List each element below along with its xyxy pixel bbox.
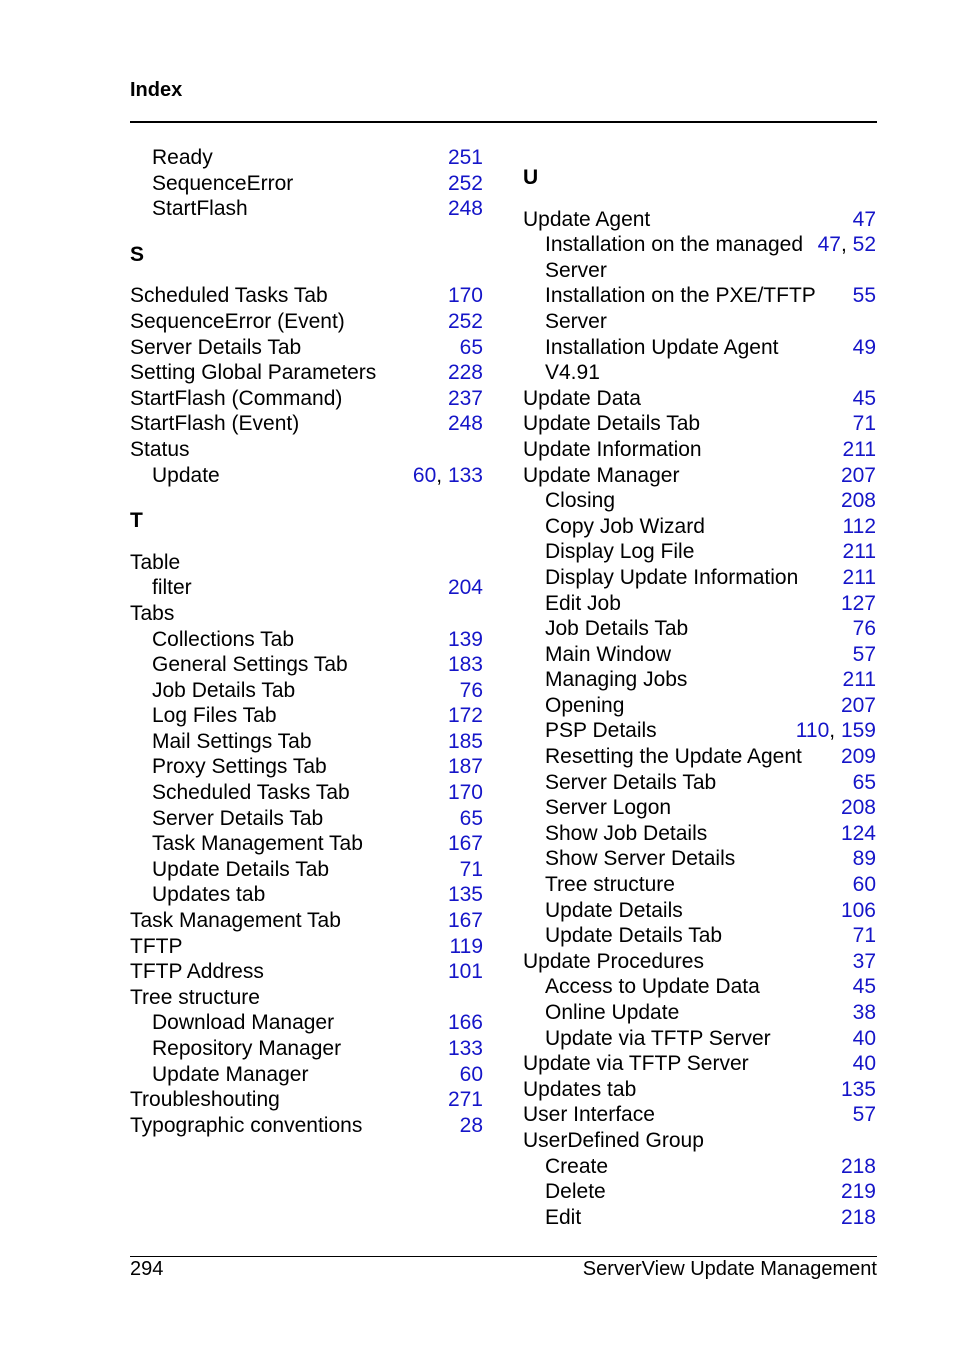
page-refs xyxy=(853,770,876,796)
page-link[interactable]: 208 xyxy=(840,489,876,513)
page-link[interactable]: 52 xyxy=(852,233,876,257)
index-entry xyxy=(130,335,483,361)
page-refs xyxy=(853,283,876,309)
index-term: Setting Global Parameters xyxy=(130,361,377,385)
index-term: Updates tab xyxy=(523,1077,637,1101)
index-subentry xyxy=(523,744,876,770)
index-term: Edit xyxy=(545,1205,582,1229)
index-subentry xyxy=(130,1010,483,1036)
page-number: 294 xyxy=(130,1258,164,1280)
index-term: SequenceError xyxy=(152,171,294,195)
page-link[interactable]: 170 xyxy=(447,284,483,308)
page-link[interactable]: 170 xyxy=(447,781,483,805)
page-refs xyxy=(853,1000,876,1026)
section-spacer xyxy=(130,534,483,550)
page-refs xyxy=(448,386,483,412)
page-link[interactable]: 187 xyxy=(447,755,483,779)
index-subentry xyxy=(523,1205,876,1231)
index-term: StartFlash xyxy=(152,197,248,221)
page-link[interactable]: 47 xyxy=(817,233,841,257)
index-column-right xyxy=(523,165,876,1230)
page-link[interactable]: 110 xyxy=(795,719,830,743)
page-link[interactable]: 237 xyxy=(447,386,483,410)
index-term: Log Files Tab xyxy=(152,704,277,728)
index-subentry xyxy=(523,974,876,1000)
page-refs xyxy=(853,846,876,872)
index-subentry xyxy=(130,831,483,857)
index-subentry xyxy=(523,846,876,872)
index-entry xyxy=(130,550,483,576)
page-link[interactable]: 60 xyxy=(852,873,876,897)
index-subentry xyxy=(130,575,483,601)
page-refs xyxy=(448,882,483,908)
page-refs xyxy=(853,386,876,412)
page-link[interactable]: 127 xyxy=(840,591,876,615)
page-link[interactable]: 119 xyxy=(449,934,483,958)
index-entry xyxy=(523,411,876,437)
page-refs xyxy=(448,171,483,197)
index-subentry xyxy=(130,145,483,171)
page-refs xyxy=(843,539,876,565)
index-entry xyxy=(523,437,876,463)
index-subentry xyxy=(523,591,876,617)
index-subentry xyxy=(130,729,483,755)
page-refs xyxy=(841,795,876,821)
index-term: Managing Jobs xyxy=(545,668,688,692)
page-refs xyxy=(853,1102,876,1128)
index-entry xyxy=(130,985,483,1011)
page-link[interactable]: 228 xyxy=(447,361,483,385)
index-entry xyxy=(523,1051,876,1077)
index-term: Update via TFTP Server xyxy=(545,1026,771,1050)
page-refs xyxy=(853,974,876,1000)
index-term: Online Update xyxy=(545,1001,680,1024)
index-subentry xyxy=(130,463,483,489)
page-link[interactable]: 60 xyxy=(459,1062,483,1086)
index-subentry xyxy=(130,1062,483,1088)
page-ref-separator: , xyxy=(436,463,448,487)
page-refs xyxy=(843,667,876,693)
page-refs xyxy=(448,1087,483,1113)
index-subentry xyxy=(523,514,876,540)
page-refs xyxy=(448,780,483,806)
page-link[interactable]: 28 xyxy=(459,1113,483,1137)
index-term: Server Details Tab xyxy=(130,335,302,359)
index-term: Delete xyxy=(545,1180,606,1204)
index-term: Server Details Tab xyxy=(152,806,324,830)
index-entry xyxy=(523,1102,876,1128)
page-link[interactable]: 37 xyxy=(852,949,876,973)
index-term: Scheduled Tasks Tab xyxy=(130,284,328,308)
index-entry xyxy=(130,437,483,463)
index-subentry xyxy=(130,196,483,222)
page-refs xyxy=(448,959,483,985)
page-link[interactable]: 57 xyxy=(852,1103,876,1127)
page-ref-separator: , xyxy=(829,719,841,743)
page-link[interactable]: 211 xyxy=(842,565,876,589)
index-subentry xyxy=(130,882,483,908)
page-link[interactable]: 251 xyxy=(447,146,483,169)
page-link[interactable]: 139 xyxy=(447,627,483,651)
page-refs xyxy=(843,565,876,591)
index-term: Task Management Tab xyxy=(130,909,341,933)
index-term: Tree structure xyxy=(130,985,260,1009)
page-refs xyxy=(841,1205,876,1231)
index-term: Closing xyxy=(545,489,616,513)
page-refs xyxy=(460,857,483,883)
index-term: Proxy Settings Tab xyxy=(152,755,327,779)
page-link[interactable]: 45 xyxy=(852,386,876,410)
page-refs xyxy=(853,1026,876,1052)
index-subentry xyxy=(523,283,876,334)
page-link[interactable]: 38 xyxy=(852,1001,876,1024)
index-entry xyxy=(523,1128,876,1154)
page-link[interactable]: 135 xyxy=(447,883,483,907)
page-link[interactable]: 57 xyxy=(852,642,876,666)
section-spacer xyxy=(130,488,483,508)
index-term: Main Window xyxy=(545,642,672,666)
index-subentry xyxy=(523,718,876,744)
index-term: Update Details Tab xyxy=(523,412,701,436)
index-subentry xyxy=(130,780,483,806)
page-title: Index xyxy=(130,79,183,101)
index-subentry xyxy=(523,539,876,565)
index-subentry xyxy=(523,923,876,949)
page-refs xyxy=(843,437,876,463)
index-subentry xyxy=(130,806,483,832)
page-link[interactable]: 159 xyxy=(840,719,876,743)
index-entry xyxy=(130,1113,483,1139)
index-subentry xyxy=(523,616,876,642)
page-link[interactable]: 65 xyxy=(852,770,876,794)
index-term: StartFlash (Event) xyxy=(130,412,300,436)
index-term: TFTP Address xyxy=(130,960,264,984)
index-subentry xyxy=(523,898,876,924)
index-entry xyxy=(130,411,483,437)
page-link[interactable]: 172 xyxy=(447,704,483,728)
page-link[interactable]: 271 xyxy=(447,1088,483,1112)
index-term: Scheduled Tasks Tab xyxy=(152,781,350,805)
index-term: UserDefined Group xyxy=(523,1128,704,1152)
index-term: Task Management Tab xyxy=(152,832,363,856)
page-refs xyxy=(841,744,876,770)
page-refs xyxy=(841,1154,876,1180)
index-subentry xyxy=(130,627,483,653)
page-refs xyxy=(853,1051,876,1077)
index-subentry xyxy=(523,1179,876,1205)
index-entry xyxy=(523,386,876,412)
page-refs xyxy=(448,411,483,437)
index-term: Update xyxy=(152,463,220,487)
index-column-left xyxy=(130,145,483,1138)
index-term: Repository Manager xyxy=(152,1037,342,1060)
index-term: Job Details Tab xyxy=(545,617,689,641)
page-refs xyxy=(841,1179,876,1205)
page-link[interactable]: 124 xyxy=(840,821,876,845)
section-letter: U xyxy=(523,166,539,189)
page-link[interactable]: 166 xyxy=(447,1011,483,1035)
footer-divider xyxy=(130,1256,877,1257)
section-spacer xyxy=(130,267,483,283)
page-link[interactable]: 248 xyxy=(447,197,483,221)
page-link[interactable]: 252 xyxy=(447,171,483,195)
page-link[interactable]: 76 xyxy=(459,678,483,702)
book-title: ServerView Update Management xyxy=(582,1258,877,1280)
page-refs xyxy=(853,949,876,975)
page-refs xyxy=(448,754,483,780)
index-subentry xyxy=(130,1036,483,1062)
page-refs xyxy=(448,908,483,934)
page-refs xyxy=(448,283,483,309)
index-term: StartFlash (Command) xyxy=(130,386,343,410)
index-term: Tree structure xyxy=(545,873,675,897)
page-refs xyxy=(448,652,483,678)
page-refs xyxy=(448,145,483,171)
index-term: Download Manager xyxy=(152,1011,335,1035)
section-letter: S xyxy=(130,242,145,266)
index-entry xyxy=(523,207,876,233)
page-link[interactable]: 208 xyxy=(840,796,876,820)
index-term: Status xyxy=(130,437,190,461)
index-term: Update Procedures xyxy=(523,949,704,973)
index-term: Show Job Details xyxy=(545,821,708,845)
page-refs xyxy=(448,196,483,222)
index-entry xyxy=(130,360,483,386)
page-link[interactable]: 167 xyxy=(447,909,483,933)
index-term: Display Log File xyxy=(545,540,695,564)
index-subentry xyxy=(523,821,876,847)
page-link[interactable]: 40 xyxy=(852,1026,876,1050)
page-link[interactable]: 185 xyxy=(447,729,483,753)
index-subentry xyxy=(130,678,483,704)
page-link[interactable]: 65 xyxy=(459,335,483,359)
index-subentry xyxy=(523,693,876,719)
index-term: Job Details Tab xyxy=(152,678,296,702)
index-term: Access to Update Data xyxy=(545,975,760,999)
page-refs xyxy=(853,642,876,668)
index-term: Copy Job Wizard xyxy=(545,514,705,538)
page-link[interactable]: 71 xyxy=(852,924,876,948)
page-link[interactable]: 112 xyxy=(842,514,876,538)
index-entry xyxy=(130,283,483,309)
index-term: SequenceError (Event) xyxy=(130,309,345,333)
page-refs xyxy=(448,360,483,386)
page-link[interactable]: 211 xyxy=(842,540,876,564)
index-subentry xyxy=(523,565,876,591)
page-link[interactable]: 71 xyxy=(852,412,876,436)
index-term: Installation Update Agent V4.91 xyxy=(545,335,779,385)
page-link[interactable]: 218 xyxy=(840,1205,876,1229)
page-refs xyxy=(853,616,876,642)
page-link[interactable]: 133 xyxy=(447,1037,483,1060)
index-subentry xyxy=(130,652,483,678)
page-refs xyxy=(843,514,876,540)
page-link[interactable]: 211 xyxy=(842,437,876,461)
index-subentry xyxy=(523,1026,876,1052)
page-refs xyxy=(448,703,483,729)
page-refs xyxy=(448,1036,483,1062)
page-refs xyxy=(796,718,876,744)
section-spacer xyxy=(523,191,876,207)
page-link[interactable]: 45 xyxy=(852,975,876,999)
index-term: TFTP xyxy=(130,934,183,958)
page-refs xyxy=(448,831,483,857)
page-refs xyxy=(448,575,483,601)
index-term: Opening xyxy=(545,693,625,717)
index-term: Installation on the managed Server xyxy=(545,233,804,282)
index-term: Installation on the PXE/TFTP Server xyxy=(545,284,816,333)
page-refs xyxy=(841,488,876,514)
page-link[interactable]: 65 xyxy=(459,806,483,830)
header-divider xyxy=(130,121,877,123)
index-entry xyxy=(130,309,483,335)
index-entry xyxy=(130,1087,483,1113)
page-refs xyxy=(460,1062,483,1088)
index-entry xyxy=(523,949,876,975)
page-refs xyxy=(841,1077,876,1103)
index-term: Edit Job xyxy=(545,591,621,615)
page-link[interactable]: 248 xyxy=(447,412,483,436)
page-link[interactable]: 211 xyxy=(842,668,876,692)
page-link[interactable]: 40 xyxy=(852,1052,876,1076)
index-subentry xyxy=(523,335,876,386)
page-link[interactable]: 101 xyxy=(447,960,483,984)
index-term: filter xyxy=(152,576,192,600)
page-link[interactable]: 209 xyxy=(840,745,876,769)
page-refs xyxy=(841,463,876,489)
index-subentry xyxy=(523,488,876,514)
page-refs xyxy=(460,335,483,361)
index-term: Update Details Tab xyxy=(545,924,723,948)
index-term: User Interface xyxy=(523,1103,655,1127)
index-entry xyxy=(523,1077,876,1103)
page-link[interactable]: 219 xyxy=(840,1180,876,1204)
index-term: Table xyxy=(130,550,181,574)
page-link[interactable]: 207 xyxy=(840,463,876,487)
index-subentry xyxy=(523,232,876,283)
page-refs xyxy=(450,934,483,960)
index-subentry xyxy=(523,1000,876,1026)
page-link[interactable]: 167 xyxy=(447,832,483,856)
page-refs xyxy=(448,309,483,335)
section-spacer xyxy=(130,222,483,242)
index-term: Ready xyxy=(152,146,213,169)
page-refs xyxy=(853,411,876,437)
index-subentry xyxy=(130,171,483,197)
page-link[interactable]: 47 xyxy=(852,207,876,231)
index-entry xyxy=(130,601,483,627)
index-term: Update via TFTP Server xyxy=(523,1052,749,1076)
page-link[interactable]: 49 xyxy=(852,335,876,359)
index-entry xyxy=(130,959,483,985)
index-term: Collections Tab xyxy=(152,627,295,651)
page-refs xyxy=(853,335,876,361)
page-link[interactable]: 55 xyxy=(852,284,876,308)
page-refs xyxy=(841,821,876,847)
index-subentry xyxy=(523,642,876,668)
index-term: Update Manager xyxy=(523,463,680,487)
page-link[interactable]: 76 xyxy=(852,617,876,641)
page-link[interactable]: 183 xyxy=(447,653,483,677)
page-link[interactable]: 106 xyxy=(840,898,876,922)
page-refs xyxy=(448,1010,483,1036)
index-term: General Settings Tab xyxy=(152,653,348,677)
page-link[interactable]: 218 xyxy=(840,1154,876,1178)
index-term: Server Details Tab xyxy=(545,770,717,794)
page-link[interactable]: 133 xyxy=(447,463,483,487)
index-entry xyxy=(130,386,483,412)
index-term: Update Manager xyxy=(152,1062,309,1086)
page-refs xyxy=(460,806,483,832)
index-term: Tabs xyxy=(130,601,175,625)
page-refs xyxy=(841,591,876,617)
page-refs xyxy=(853,923,876,949)
section-letter: T xyxy=(130,509,143,533)
index-subentry xyxy=(523,872,876,898)
index-entry xyxy=(130,908,483,934)
page-refs xyxy=(448,627,483,653)
index-term: Update Agent xyxy=(523,207,651,231)
index-subentry xyxy=(130,703,483,729)
page-link[interactable]: 135 xyxy=(840,1077,876,1101)
page-refs xyxy=(413,463,483,489)
index-term: Show Server Details xyxy=(545,847,736,871)
page-refs xyxy=(460,1113,483,1139)
page-link[interactable]: 60 xyxy=(412,463,437,487)
index-term: Troubleshouting xyxy=(130,1088,280,1112)
page-refs xyxy=(460,678,483,704)
index-subentry xyxy=(130,857,483,883)
page-link[interactable]: 252 xyxy=(447,309,483,333)
page-refs xyxy=(853,872,876,898)
index-subentry xyxy=(130,754,483,780)
page-link[interactable]: 89 xyxy=(852,847,876,871)
index-term: Update Details xyxy=(545,898,683,922)
page-link[interactable]: 207 xyxy=(840,693,876,717)
index-term: Typographic conventions xyxy=(130,1113,363,1137)
index-subentry xyxy=(523,1154,876,1180)
index-subentry xyxy=(523,795,876,821)
index-term: Mail Settings Tab xyxy=(152,729,312,753)
index-term: Display Update Information xyxy=(545,565,799,589)
index-term: Resetting the Update Agent xyxy=(545,745,802,769)
page-refs xyxy=(853,207,876,233)
index-entry xyxy=(130,934,483,960)
index-term: PSP Details xyxy=(545,719,657,743)
index-entry xyxy=(523,463,876,489)
page-refs xyxy=(448,729,483,755)
index-term: Updates tab xyxy=(152,883,266,907)
index-subentry xyxy=(523,770,876,796)
index-term: Update Details Tab xyxy=(152,857,330,881)
page-refs xyxy=(841,693,876,719)
index-subentry xyxy=(523,667,876,693)
page-link[interactable]: 71 xyxy=(459,857,483,881)
index-term: Create xyxy=(545,1154,609,1178)
index-term: Update Information xyxy=(523,437,702,461)
page-ref-separator: , xyxy=(840,233,853,257)
page-refs xyxy=(841,898,876,924)
index-term: Server Logon xyxy=(545,796,672,820)
page-link[interactable]: 204 xyxy=(447,576,483,600)
page-refs xyxy=(818,232,876,258)
index-term: Update Data xyxy=(523,386,641,410)
